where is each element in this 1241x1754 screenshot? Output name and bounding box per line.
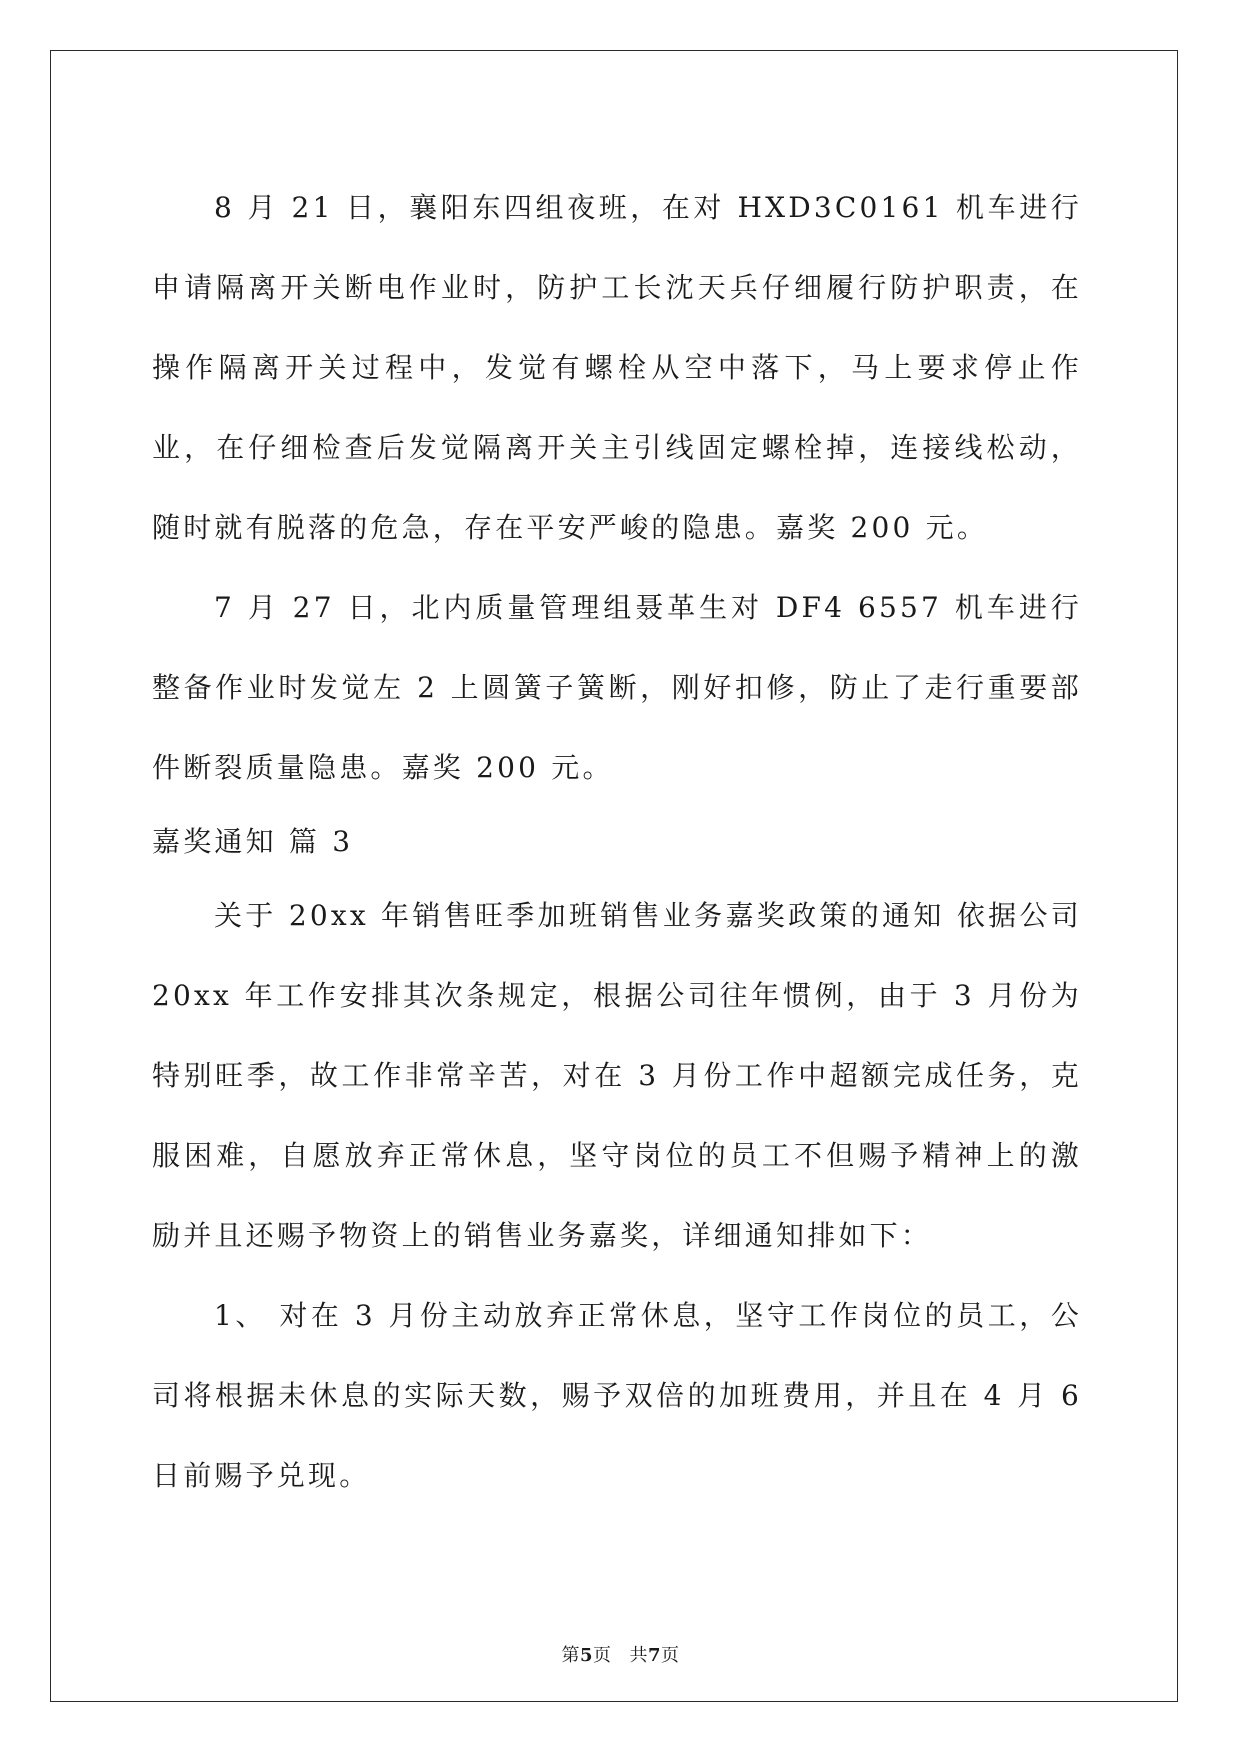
page-footer — [0, 1641, 1241, 1667]
document-body — [152, 168, 1082, 1516]
page-total: 7 — [648, 1645, 662, 1666]
page-suffix: 页 — [593, 1645, 612, 1666]
page-current: 5 — [579, 1645, 593, 1666]
paragraph-notice-intro: 关于 20xx 年销售旺季加班销售业务嘉奖政策的通知 依据公司 20xx 年工作安排其次条规定，根据公司往年惯例，由于 3 月份为特别旺季，故工作非常辛苦，对在 3 月份工作中超额完成任务，克服困难，自愿放弃正常休息，坚守岗位的员工不但赐予精神上的激励并且还赐予物资上的销售业务嘉奖，详细通知排如下： — [152, 899, 1082, 1252]
page-prefix: 第 — [561, 1645, 580, 1666]
paragraph-item-1: 1、 对在 3 月份主动放弃正常休息，坚守工作岗位的员工，公司将根据未休息的实际天数，赐予双倍的加班费用，并且在 4 月 6 日前赐予兑现。 — [152, 1299, 1082, 1492]
paragraph-incident-july: 7 月 27 日，北内质量管理组聂革生对 DF4 6557 机车进行整备作业时发觉左 2 上圆簧子簧断，刚好扣修，防止了走行重要部件断裂质量隐患。嘉奖 200 元。 — [152, 591, 1082, 784]
section-heading: 嘉奖通知 篇 3 — [152, 825, 354, 858]
total-prefix: 共 — [629, 1645, 648, 1666]
total-suffix: 页 — [661, 1645, 680, 1666]
paragraph-incident-august: 8 月 21 日，襄阳东四组夜班，在对 HXD3C0161 机车进行申请隔离开关断电作业时，防护工长沈天兵仔细履行防护职责，在操作隔离开关过程中，发觉有螺栓从空中落下，马上要求停止作业，在仔细检查后发觉隔离开关主引线固定螺栓掉，连接线松动，随时就有脱落的危急，存在平安严峻的隐患。嘉奖 200 元。 — [152, 191, 1082, 544]
